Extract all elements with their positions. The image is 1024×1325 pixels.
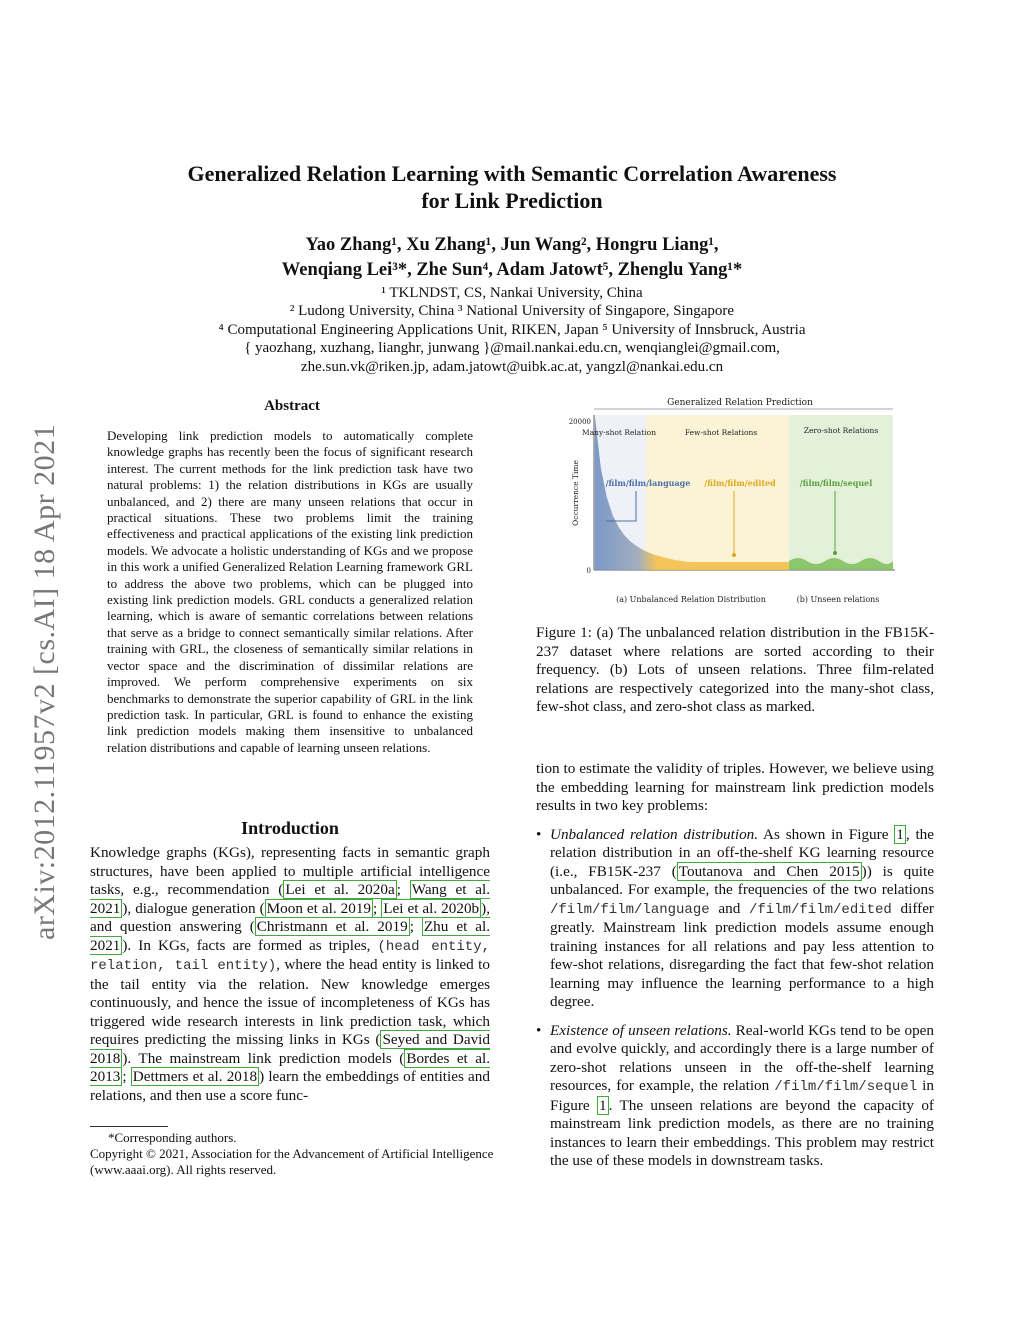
intro-text: ) learn the embeddings of entities and relations, and then use a score func-: [90, 1068, 490, 1104]
abstract-text: Developing link prediction models to automatically complete knowledge graphs has recently been the focus of significant research interest. The current methods for the link prediction task have two natural problems: 1) the relation distributions in KGs are usually unbalanced, and 2) there are many unseen relations that occur in practical situations. These two problems limit the training effectiveness and practical applications of the existing link prediction models. We advocate a holistic understanding of KGs and we propose in this work a unified Generalized Relation Learning framework GRL to address the above two problems, which can be plugged into existing link prediction models. GRL conducts a generalized relation learning, which is aware of semantic correlations between relations that serve as a bridge to connect semantically similar relations. After training with GRL, the closeness of semantically similar relations in vector space and the discrimination of dissimilar relations are improved. We perform comprehensive experiments on six benchmarks to demonstrate the superior capability of GRL in the link prediction task. In particular, GRL is found to enhance the existing link prediction models making them insensitive to unbalanced relation distributions and capable of learning unseen relations.: [107, 428, 473, 755]
footnote-rule: [90, 1126, 168, 1127]
corresponding-note: *Corresponding authors.: [108, 1130, 237, 1145]
bullet-text: and: [709, 899, 749, 917]
citation-link[interactable]: Seyed and David 2018: [90, 1031, 490, 1067]
bullet-text: differ greatly. Mainstream link prediction models assume enough training instances for all relations and pay less attention to few-shot relations, disregarding the fact that few-shot relation learning may influence the learning performance to a high degree.: [550, 899, 934, 1010]
y-tick-top: 20000: [568, 418, 591, 426]
paper-title: [100, 160, 924, 214]
authors-line-2: Wenqiang Lei³*, Zhe Sun⁴, Adam Jatowt⁵, Zhenglu Yang¹*: [281, 260, 743, 280]
author-list: [100, 233, 924, 283]
intro-text: ;: [409, 918, 422, 935]
intro-text: ;: [122, 1068, 131, 1085]
bullet-text: As shown in Figure: [758, 825, 895, 843]
affiliation-line: ² Ludong University, China ³ National University of Singapore, Singapore: [289, 303, 735, 320]
introduction-heading: Introduction: [241, 818, 339, 838]
region-zero-shot-label: Zero-shot Relations: [803, 426, 879, 435]
figure-ref-link[interactable]: 1: [599, 1096, 607, 1114]
citation-link[interactable]: Wang et al. 2021: [90, 881, 491, 917]
citation-link[interactable]: Toutanova and Chen 2015: [678, 862, 860, 880]
bullet-title: Existence of unseen relations.: [550, 1021, 732, 1039]
figure-1-caption: Figure 1: (a) The unbalanced relation distribution in the FB15K-237 dataset where relations are sorted according to their frequency. (b) Lots of unseen relations. Three film-related relations are respectively categorized into the many-shot class, few-shot class, and zero-shot class as marked.: [536, 624, 934, 715]
citation-link[interactable]: Lei et al. 2020a: [285, 881, 395, 898]
affiliation-line: { yaozhang, xuzhang, lianghr, junwang }@mail.nankai.edu.cn, wenqianglei@gmail.com,: [244, 340, 780, 357]
citation-link[interactable]: Lei et al. 2020b: [383, 899, 480, 917]
figure-1-chart: [560, 393, 908, 611]
triple-notation: (head entity, relation, tail entity): [90, 938, 491, 974]
authors-line-1: Yao Zhang¹, Xu Zhang¹, Jun Wang², Hongru Liang¹,: [305, 235, 719, 255]
bullet-text: Real-world KGs tend to be open and evolve quickly, and accordingly there is a large number of zero-shot relations unseen in the off-the-shelf learning resources, for example, the relation: [550, 1021, 934, 1094]
region-many-shot-label: [582, 428, 656, 437]
affiliation-line: ¹ TKLNDST, CS, Nankai University, China: [381, 285, 643, 301]
annotation-sequel: /film/film/sequel: [799, 478, 873, 488]
region-many-shot-text: Many-shot Relation: [581, 428, 657, 437]
intro-text: , where the head entity is linked to the tail entity via the relation. New knowledge emerges continuously, and hence the issue of incompleteness of KGs has triggered wide research interests in link prediction task, which requires predicting the missing links in KGs (: [90, 956, 490, 1048]
citation-link[interactable]: Bordes et al. 2013: [90, 1049, 490, 1085]
relation-code: /film/film/language: [550, 901, 710, 918]
bullet-text: . The unseen relations are beyond the capacity of mainstream link prediction models, as there are no training instances to learn their embeddings. This problem may restrict the use of these models in downstream tasks.: [550, 1096, 934, 1169]
few-shot-region: [646, 415, 789, 570]
intro-text: ), dialogue generation (: [122, 899, 265, 917]
bullet-title: Unbalanced relation distribution.: [550, 825, 759, 843]
affiliations: [100, 284, 924, 376]
introduction-paragraph: [90, 844, 490, 1105]
right-column-text: [536, 760, 934, 1171]
citation-link[interactable]: Zhu et al. 2021: [90, 918, 491, 954]
intro-text: ;: [373, 899, 382, 917]
intro-text: ). The mainstream link prediction models (: [122, 1049, 405, 1067]
arxiv-identifier: arXiv:2012.11957v2 [cs.AI] 18 Apr 2021: [28, 423, 61, 940]
citation-link[interactable]: Dettmers et al. 2018: [132, 1068, 258, 1085]
bullet-text: , the relation distribution in an off-the-shelf KG learning resource (i.e., FB15K-237 (: [550, 825, 934, 880]
annotation-language: /film/film/language: [605, 478, 691, 488]
title-line-2: for Link Prediction: [421, 188, 603, 213]
subcaption-b: (b) Unseen relations: [796, 595, 880, 604]
bullet-unbalanced: [536, 826, 934, 1012]
affiliation-line: ⁴ Computational Engineering Applications Unit, RIKEN, Japan ⁵ University of Innsbruck, Austria: [218, 321, 806, 338]
intro-text: Knowledge graphs (KGs), representing facts in semantic graph structures, have been applied to multiple artificial intelligence tasks, e.g., recommendation (: [90, 844, 490, 898]
figure-title: Generalized Relation Prediction: [667, 398, 813, 408]
zero-shot-region: [789, 415, 893, 570]
intro-text: ). In KGs, facts are formed as triples,: [122, 936, 378, 954]
abstract-heading: Abstract: [264, 398, 320, 414]
intro-text: ), and question answering (: [90, 899, 490, 935]
figure-ref-link[interactable]: 1: [896, 825, 904, 843]
copyright-note: Copyright © 2021, Association for the Advancement of Artificial Intelligence (www.aaai.org). All rights reserved.: [90, 1146, 494, 1177]
bullet-text: in Figure: [550, 1077, 934, 1114]
footnote: [90, 1130, 500, 1178]
y-axis-label: Occurrence Time: [571, 460, 580, 526]
affiliation-line: zhe.sun.vk@riken.jp, adam.jatowt@uibk.ac.at, yangzl@nankai.edu.cn: [300, 358, 724, 375]
region-few-shot-label: Few-shot Relations: [684, 428, 758, 437]
title-line-1: Generalized Relation Learning with Semantic Correlation Awareness: [187, 161, 837, 186]
citation-link[interactable]: Christmann et al. 2019: [256, 918, 408, 935]
marker-sequel: [833, 551, 837, 555]
annotation-edited: /film/film/edited: [704, 478, 776, 488]
y-tick-bottom: 0: [586, 567, 591, 575]
continuation-paragraph: tion to estimate the validity of triples. However, we believe using the embedding learning for mainstream link prediction models results in two key problems:: [536, 760, 934, 814]
relation-code: /film/film/edited: [749, 901, 892, 918]
subcaption-a: (a) Unbalanced Relation Distribution: [616, 595, 766, 604]
relation-code: /film/film/sequel: [774, 1079, 918, 1095]
bullet-text: )) is quite unbalanced. For example, the frequencies of the two relations: [550, 862, 934, 898]
citation-link[interactable]: Moon et al. 2019: [266, 899, 372, 917]
marker-edited: [732, 553, 736, 557]
bullet-unseen: [536, 1022, 934, 1171]
intro-text: ;: [396, 881, 410, 898]
